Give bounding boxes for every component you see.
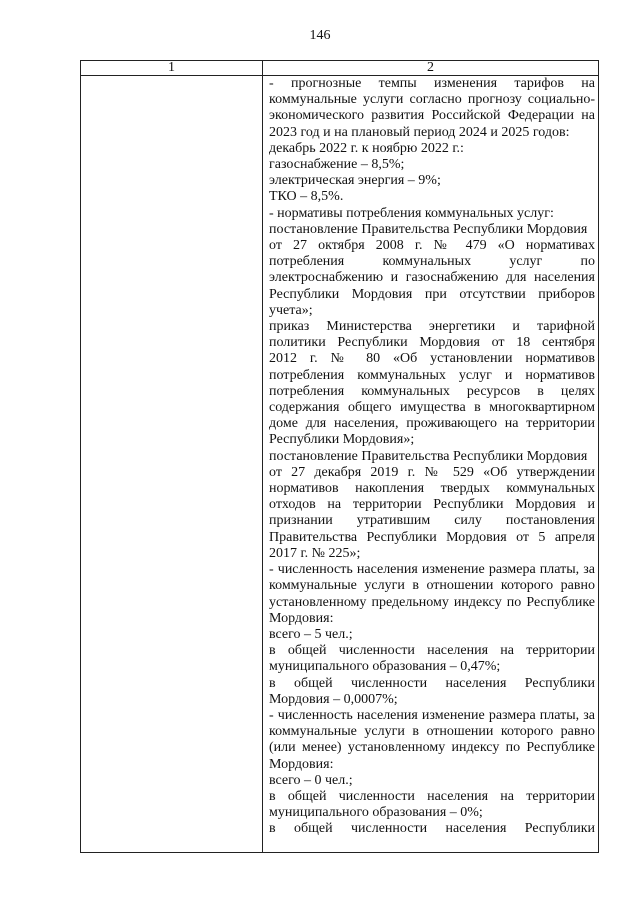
text-line: нормативов накопления твердых коммунальных <box>269 481 595 497</box>
text-line: электроснабжению и газоснабжению для населения <box>269 270 595 286</box>
text-line: всего – 0 чел.; <box>269 772 353 788</box>
document-table <box>80 60 599 853</box>
text-line: признании утратившим силу постановления <box>269 513 595 529</box>
text-line: муниципального образования – 0,47%; <box>269 659 501 675</box>
text-line: - численность населения изменение размера платы, за <box>269 707 595 723</box>
column-2-header: 2 <box>263 61 599 76</box>
text-line: постановление Правительства Республики Мордовия <box>269 448 588 464</box>
text-line: в общей численности населения Республики <box>269 821 595 837</box>
text-line: в общей численности населения Республики <box>269 675 595 691</box>
text-line: Республики Мордовия при отсутствии приборов <box>269 286 595 302</box>
text-line: от 27 октября 2008 г. № 479 «О нормативах <box>269 238 595 254</box>
table-row <box>81 76 599 853</box>
text-line: декабрь 2022 г. к ноябрю 2022 г.: <box>269 140 464 156</box>
text-line: Мордовия: <box>269 756 334 772</box>
text-line: газоснабжение – 8,5%; <box>269 157 405 173</box>
column-2-cell <box>263 76 599 853</box>
text-line: - нормативы потребления коммунальных услуг: <box>269 205 554 221</box>
text-line: 2017 г. № 225»; <box>269 545 361 561</box>
text-line: Республики Мордовия»; <box>269 432 415 448</box>
text-line: коммунальные услуги в отношении которого равно <box>269 724 595 740</box>
text-line: - численность населения изменение размера платы, за <box>269 562 595 578</box>
text-line: Мордовия: <box>269 610 334 626</box>
text-line: коммунальные услуги в отношении которого равно <box>269 578 595 594</box>
text-line: Мордовия – 0,0007%; <box>269 691 398 707</box>
text-line: ТКО – 8,5%. <box>269 189 344 205</box>
column-2-text <box>263 76 598 852</box>
text-line: установленному предельному индексу по Республике <box>269 594 595 610</box>
column-1-header: 1 <box>81 61 263 76</box>
text-line: учета»; <box>269 302 313 318</box>
column-1-cell <box>81 76 263 853</box>
text-line: муниципального образования – 0%; <box>269 805 483 821</box>
page-number: 146 <box>309 28 331 43</box>
text-line: потребления коммунальных услуг и нормативов <box>269 367 595 383</box>
text-line: (или менее) установленному индексу по Республике <box>269 740 595 756</box>
text-line: содержания общего имущества в многоквартирном <box>269 400 595 416</box>
text-line: 2023 год и на плановый период 2024 и 2025 годов: <box>269 124 570 140</box>
text-line: электрическая энергия – 9%; <box>269 173 441 189</box>
text-line: экономического развития Российской Федерации на <box>269 108 595 124</box>
text-line: в общей численности населения на территории <box>269 643 595 659</box>
text-line: Правительства Республики Мордовия от 5 апреля <box>269 529 595 545</box>
text-line: от 27 декабря 2019 г. № 529 «Об утверждении <box>269 464 595 480</box>
text-line: доме для населения, проживающего на территории <box>269 416 595 432</box>
text-line: потребления коммунальных услуг по <box>269 254 595 270</box>
table-header-row <box>81 61 599 76</box>
text-line: отходов на территории Республики Мордовия и <box>269 497 595 513</box>
text-line: потребления коммунальных ресурсов в целях <box>269 383 595 399</box>
text-line: 2012 г. № 80 «Об установлении нормативов <box>269 351 595 367</box>
text-line: приказ Министерства энергетики и тарифной <box>269 319 595 335</box>
text-line: в общей численности населения на территории <box>269 788 595 804</box>
text-line: политики Республики Мордовия от 18 сентября <box>269 335 595 351</box>
text-line: коммунальные услуги согласно прогнозу социально- <box>269 92 595 108</box>
text-line: всего – 5 чел.; <box>269 626 353 642</box>
text-line: - прогнозные темпы изменения тарифов на <box>269 76 595 91</box>
text-line: постановление Правительства Республики Мордовия <box>269 221 588 237</box>
